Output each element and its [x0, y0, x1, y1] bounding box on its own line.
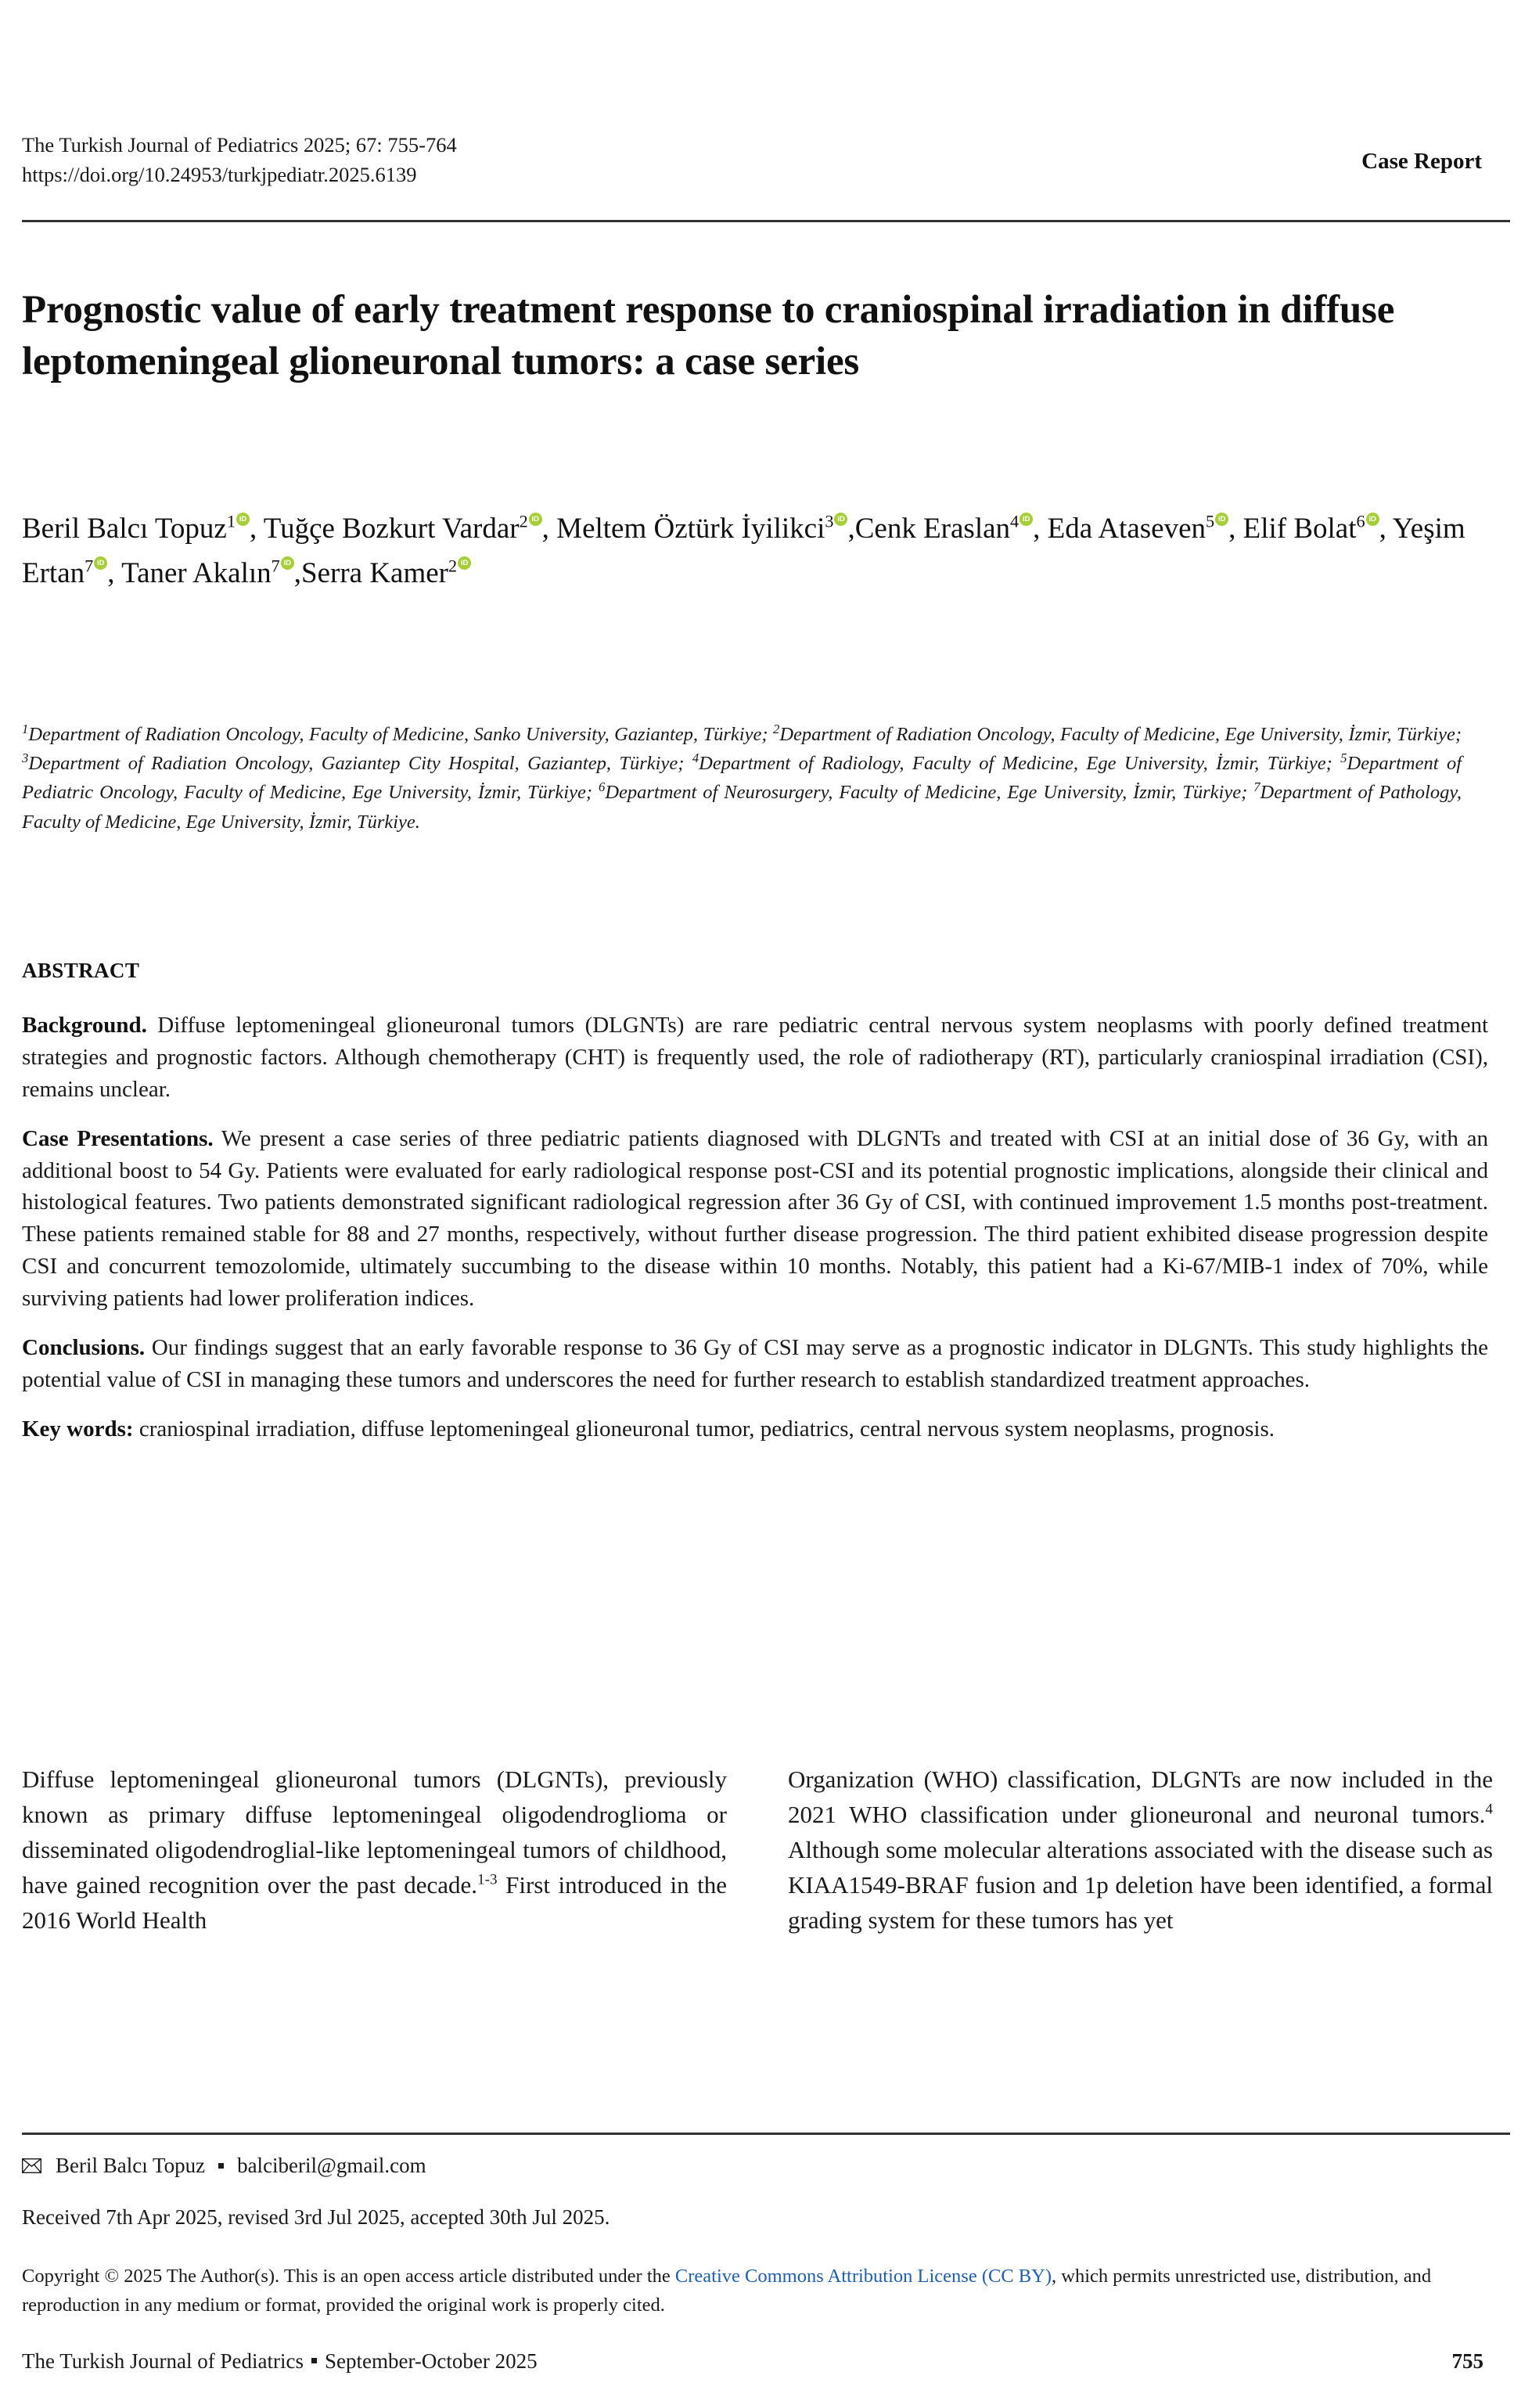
affiliation-text: Department of Radiology, Faculty of Medicine, Ege University, İzmir, Türkiye; — [699, 753, 1341, 775]
author-name: Tuğçe Bozkurt Vardar — [263, 513, 520, 545]
affiliation-marker: 7 — [1253, 779, 1260, 795]
author-name: Cenk Eraslan — [854, 513, 1011, 545]
footer-bullet-icon — [311, 2358, 317, 2363]
bullet-separator-icon — [218, 2163, 224, 2169]
body-columns — [22, 1762, 1493, 1938]
envelope-icon — [22, 2158, 41, 2173]
masthead — [22, 130, 1510, 190]
citation-ref-4[interactable]: 4 — [1485, 1801, 1493, 1818]
masthead-left — [22, 130, 457, 190]
intro-left-tail: First introduced in the 2016 World Health — [22, 1870, 728, 1934]
article-type-label: Case Report — [1361, 149, 1482, 174]
body-column-right — [788, 1762, 1493, 1938]
author-affiliation-marker: 3 — [825, 511, 834, 531]
doi-link[interactable]: https://doi.org/10.24953/turkjpediatr.2025.6139 — [22, 163, 417, 187]
author-name: Eda Ataseven — [1047, 513, 1207, 545]
affiliation-text: Department of Radiation Oncology, Faculty of Medicine, Sanko University, Gaziantep, Türkiye; — [28, 724, 773, 745]
page-footer — [22, 2349, 1510, 2374]
author-separator: , — [847, 513, 855, 545]
affiliation-text: Department of Radiation Oncology, Faculty of Medicine, Ege University, İzmir, Türkiye; — [779, 724, 1462, 745]
affiliation-marker: 6 — [598, 779, 606, 795]
intro-right-tail: Although some molecular alterations associated with the disease such as KIAA1549-BRAF fusion and 1p deletion have been identified, a formal grading system for these tumors has yet — [788, 1835, 1493, 1934]
copyright-text-post: , which permits unrestricted use, distribution, and reproduction in any medium or format, provided the original work is properly cited. — [22, 2266, 1432, 2316]
corresponding-author-name: Beril Balcı Topuz — [56, 2154, 206, 2177]
intro-paragraph-left — [22, 1762, 727, 1938]
affiliation-marker: 1 — [22, 721, 29, 736]
copyright-text-pre: Copyright © 2025 The Author(s). This is an open access article distributed under the — [22, 2266, 675, 2287]
author-affiliation-marker: 6 — [1356, 511, 1365, 531]
affiliation-marker: 2 — [772, 721, 780, 736]
abstract-section-label: Background. — [22, 1013, 147, 1038]
header-divider — [22, 220, 1510, 222]
page-title: Prognostic value of early treatment response to craniospinal irradiation in diffuse leptomeningeal glioneuronal tumors: a case series — [22, 288, 1395, 383]
abstract-section-text: Diffuse leptomeningeal glioneuronal tumors (DLGNTs) are rare pediatric central nervous system neoplasms with poorly defined treatment strategies and prognostic factors. Although chemotherapy (CHT) is frequently used, the role of radiotherapy (RT), particularly craniospinal irradiation (CSI), remains unclear. — [22, 1013, 1488, 1102]
author-affiliation-marker: 7 — [85, 556, 94, 576]
footer-issue: September-October 2025 — [324, 2349, 538, 2373]
orcid-icon[interactable] — [458, 556, 471, 570]
abstract-section-label: Conclusions. — [22, 1334, 146, 1360]
affiliation-text: Department of Pathology, Faculty of Medicine, Ege University, İzmir, Türkiye. — [22, 782, 1462, 833]
abstract-section-label: Case Presentations. — [22, 1125, 214, 1151]
author-name: Taner Akalın — [121, 556, 272, 589]
affiliation-text: Department of Pediatric Oncology, Faculty of Medicine, Ege University, İzmir, Türkiye; — [22, 753, 1462, 804]
footer-divider — [22, 2133, 1510, 2135]
orcid-icon[interactable] — [1020, 513, 1033, 526]
orcid-icon[interactable] — [1215, 513, 1228, 526]
author-affiliation-marker: 1 — [226, 511, 236, 531]
affiliation-marker: 3 — [22, 750, 29, 766]
author-separator: , — [293, 556, 302, 589]
affiliation-marker: 5 — [1340, 750, 1347, 766]
author-name: Elif Bolat — [1243, 513, 1357, 545]
author-name: Yeşim Ertan — [22, 513, 1465, 589]
intro-paragraph-right — [788, 1762, 1493, 1938]
author-separator: , — [107, 556, 122, 589]
abstract-heading: ABSTRACT — [22, 959, 140, 982]
affiliation-text: Department of Radiation Oncology, Gaziantep City Hospital, Gaziantep, Türkiye; — [28, 753, 692, 775]
affiliation-marker: 4 — [692, 750, 699, 766]
abstract-section — [22, 1010, 1488, 1106]
author-affiliation-marker: 2 — [519, 511, 528, 531]
keywords-text: craniospinal irradiation, diffuse leptomeningeal glioneuronal tumor, pediatrics, central nervous system neoplasms, prognosis. — [133, 1416, 1275, 1442]
author-name: Serra Kamer — [301, 556, 448, 589]
author-affiliation-marker: 4 — [1010, 511, 1020, 531]
abstract-section — [22, 1332, 1488, 1396]
citation-ref-1-3[interactable]: 1-3 — [477, 1871, 498, 1888]
orcid-icon[interactable] — [834, 513, 847, 526]
author-separator: , — [541, 513, 557, 545]
copyright-notice — [22, 2262, 1493, 2320]
author-list — [22, 507, 1493, 596]
corresponding-author-email[interactable]: balciberil@gmail.com — [237, 2154, 426, 2177]
keywords-label: Key words: — [22, 1416, 134, 1442]
abstract-body — [22, 1010, 1488, 1445]
cc-by-license-link[interactable]: Creative Commons Attribution License (CC BY) — [674, 2266, 1052, 2287]
abstract-section-text: Our findings suggest that an early favorable response to 36 Gy of CSI may serve as a prognostic indicator in DLGNTs. This study highlights the potential value of CSI in managing these tumors and underscores the need for further research to establish standardized treatment approaches. — [22, 1334, 1488, 1392]
abstract-section-text: We present a case series of three pediatric patients diagnosed with DLGNTs and treated with CSI at an initial dose of 36 Gy, with an additional boost to 54 Gy. Patients were evaluated for early radiological response post-CSI and its potential prognostic implications, alongside their clinical and histological features. Two patients demonstrated significant radiological regression after 36 Gy of CSI, with continued improvement 1.5 months post-treatment. These patients remained stable for 88 and 27 months, respectively, without further disease progression. The third patient exhibited disease progression despite CSI and concurrent temozolomide, ultimately succumbing to the disease within 10 months. Notably, this patient had a Ki-67/MIB-1 index of 70%, while surviving patients had lower proliferation indices. — [22, 1125, 1488, 1311]
author-separator: , — [249, 513, 264, 545]
author-name: Beril Balcı Topuz — [22, 513, 227, 545]
orcid-icon[interactable] — [529, 513, 542, 526]
author-separator: , — [1379, 513, 1393, 545]
author-name: Meltem Öztürk İyilikci — [556, 513, 825, 545]
author-separator: , — [1228, 513, 1243, 545]
correspondence-line — [22, 2154, 426, 2178]
keywords-line — [22, 1413, 1488, 1445]
body-column-left — [22, 1762, 727, 1938]
affiliation-list — [22, 720, 1462, 837]
submission-dates: Received 7th Apr 2025, revised 3rd Jul 2025, accepted 30th Jul 2025. — [22, 2205, 610, 2229]
orcid-icon[interactable] — [94, 556, 107, 570]
footer-journal-info — [22, 2349, 538, 2374]
orcid-icon[interactable] — [236, 513, 250, 526]
page-number: 755 — [1451, 2349, 1483, 2373]
author-affiliation-marker: 5 — [1206, 511, 1215, 531]
author-separator: , — [1033, 513, 1048, 545]
author-affiliation-marker: 7 — [271, 556, 280, 576]
journal-citation: The Turkish Journal of Pediatrics 2025; 67: 755-764 — [22, 133, 457, 157]
affiliation-text: Department of Neurosurgery, Faculty of Medicine, Ege University, İzmir, Türkiye; — [605, 782, 1254, 804]
author-affiliation-marker: 2 — [448, 556, 458, 576]
orcid-icon[interactable] — [281, 556, 294, 570]
orcid-icon[interactable] — [1366, 513, 1379, 526]
footer-journal-name: The Turkish Journal of Pediatrics — [22, 2349, 304, 2373]
abstract-section — [22, 1123, 1488, 1315]
intro-left-text: Diffuse leptomeningeal glioneuronal tumors (DLGNTs), previously known as primary diffuse leptomeningeal oligodendroglioma or disseminated oligodendroglial-like leptomeningeal tumors of childhood, have gained recognition over the past decade. — [22, 1766, 727, 1899]
intro-right-text: Organization (WHO) classification, DLGNTs are now included in the 2021 WHO classification under glioneuronal and neuronal tumors. — [788, 1766, 1493, 1828]
